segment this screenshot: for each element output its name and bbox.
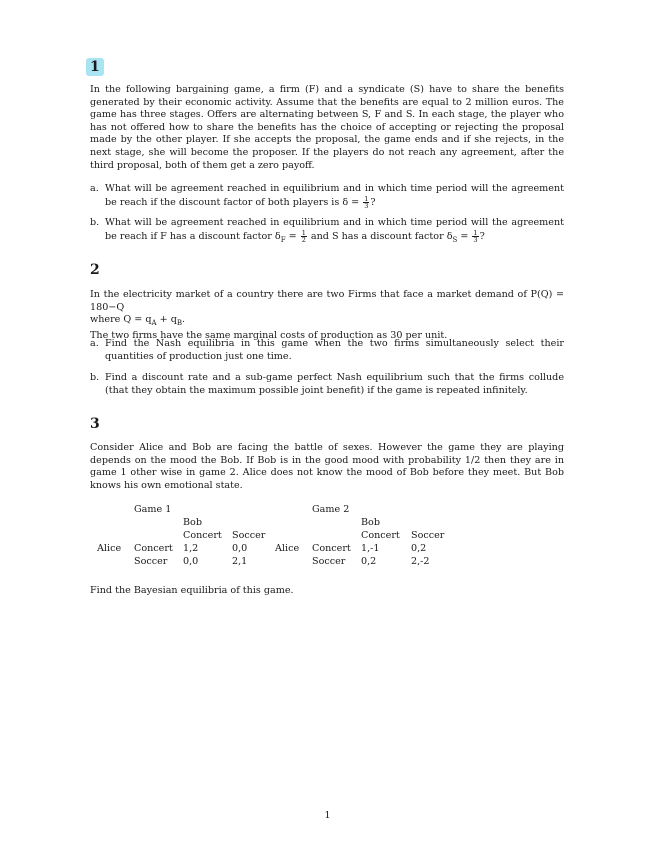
game-1-col-label: Soccer <box>232 530 266 541</box>
question-1-heading <box>86 59 104 75</box>
part-b-label: b. <box>90 217 100 228</box>
part-b-label: b. <box>90 372 100 383</box>
part-b-text: Find a discount rate and a sub-game perfect Nash equilibrium such that the firms collude (that they obtain the maximum possible joint benefit) if the game is repeated infinitely. <box>105 372 564 396</box>
question-2-heading: 2 <box>90 262 100 278</box>
question-2-part-b <box>90 372 564 397</box>
game-1-col-player: Bob <box>183 517 202 528</box>
fraction: $\frac{1}{2}$ <box>301 228 306 244</box>
game-2-row-player: Alice <box>275 543 300 554</box>
fraction: $\frac{1}{3}$ <box>473 228 478 244</box>
question-1-part-a <box>90 183 564 209</box>
game-1-payoff: 0,0 <box>183 556 199 567</box>
game-1-row-label: Soccer <box>134 556 168 567</box>
game-2-payoff: 0,2 <box>411 543 427 554</box>
game-2-payoff: 1,-1 <box>361 543 380 554</box>
question-2-intro: In the electricity market of a country there are two Firms that face a market demand of P(Q) = 180−Q where $Q = q_A + q_B$. The two firms have the same marginal costs of production as 30 per unit. <box>90 289 564 341</box>
part-a-label: a. <box>90 338 99 349</box>
game-2-row-label: Concert <box>312 543 351 554</box>
game-1-row-player: Alice <box>97 543 122 554</box>
game-1-payoff: 0,0 <box>232 543 248 554</box>
game-2-payoff: 2,-2 <box>411 556 430 567</box>
part-a-text: What will be agreement reached in equilibrium and in which time period will the agreement be reach if the discount factor of both players is δ = $\frac{1}{3}$ ? <box>105 183 564 210</box>
question-3-heading: 3 <box>90 416 100 432</box>
game-1-row-label: Concert <box>134 543 173 554</box>
game-1-col-label: Concert <box>183 530 222 541</box>
part-a-label: a. <box>90 183 99 194</box>
game-2-title: Game 2 <box>312 504 350 515</box>
part-a-text: Find the Nash equilibria in this game when the two firms simultaneously select their quantities of production just one time. <box>105 338 564 362</box>
question-1-intro: In the following bargaining game, a firm (F) and a syndicate (S) have to share the benefits generated by their economic activity. Assume that the benefits are equal to 2 million euros. The game has three stages. Offers are alternating between S, F and S. In each stage, the player who has not offered how to share the benefits has the choice of accepting or rejecting the proposal made by the other player. If she accepts the proposal, the game ends and if she rejects, in the next stage, she will become the proposer. If the players do not reach any agreement, after the third proposal, both of them get a zero payoff. <box>90 84 564 171</box>
question-3-intro: Consider Alice and Bob are facing the battle of sexes. However the game they are playing depends on the mood the Bob. If Bob is in the good mood with probability 1/2 then they are in game 1 other wise in game 2. Alice does not know the mood of Bob before they meet. But Bob knows his own emotional state. <box>90 442 564 491</box>
page-number: 1 <box>324 810 331 821</box>
game-1-payoff: 2,1 <box>232 556 248 567</box>
game-2-col-label: Concert <box>361 530 400 541</box>
part-b-text: What will be agreement reached in equilibrium and in which time period will the agreement be reach if F has a discount factor $\delta_F$ = $\frac{1}{2}$ and S has a discount factor $\delta_S$ = $\frac{1}{3}$ ? <box>105 217 564 244</box>
game-2-row-label: Soccer <box>312 556 346 567</box>
game-1-payoff: 1,2 <box>183 543 199 554</box>
game-2-col-player: Bob <box>361 517 380 528</box>
question-3-task: Find the Bayesian equilibria of this game. <box>90 585 294 596</box>
question-1-part-b <box>90 217 564 246</box>
fraction: $\frac{1}{3}$ <box>364 194 369 210</box>
game-2-col-label: Soccer <box>411 530 445 541</box>
game-2-payoff: 0,2 <box>361 556 377 567</box>
question-2-part-a <box>90 338 564 363</box>
question-1-number: 1 <box>86 58 104 76</box>
game-1-title: Game 1 <box>134 504 172 515</box>
